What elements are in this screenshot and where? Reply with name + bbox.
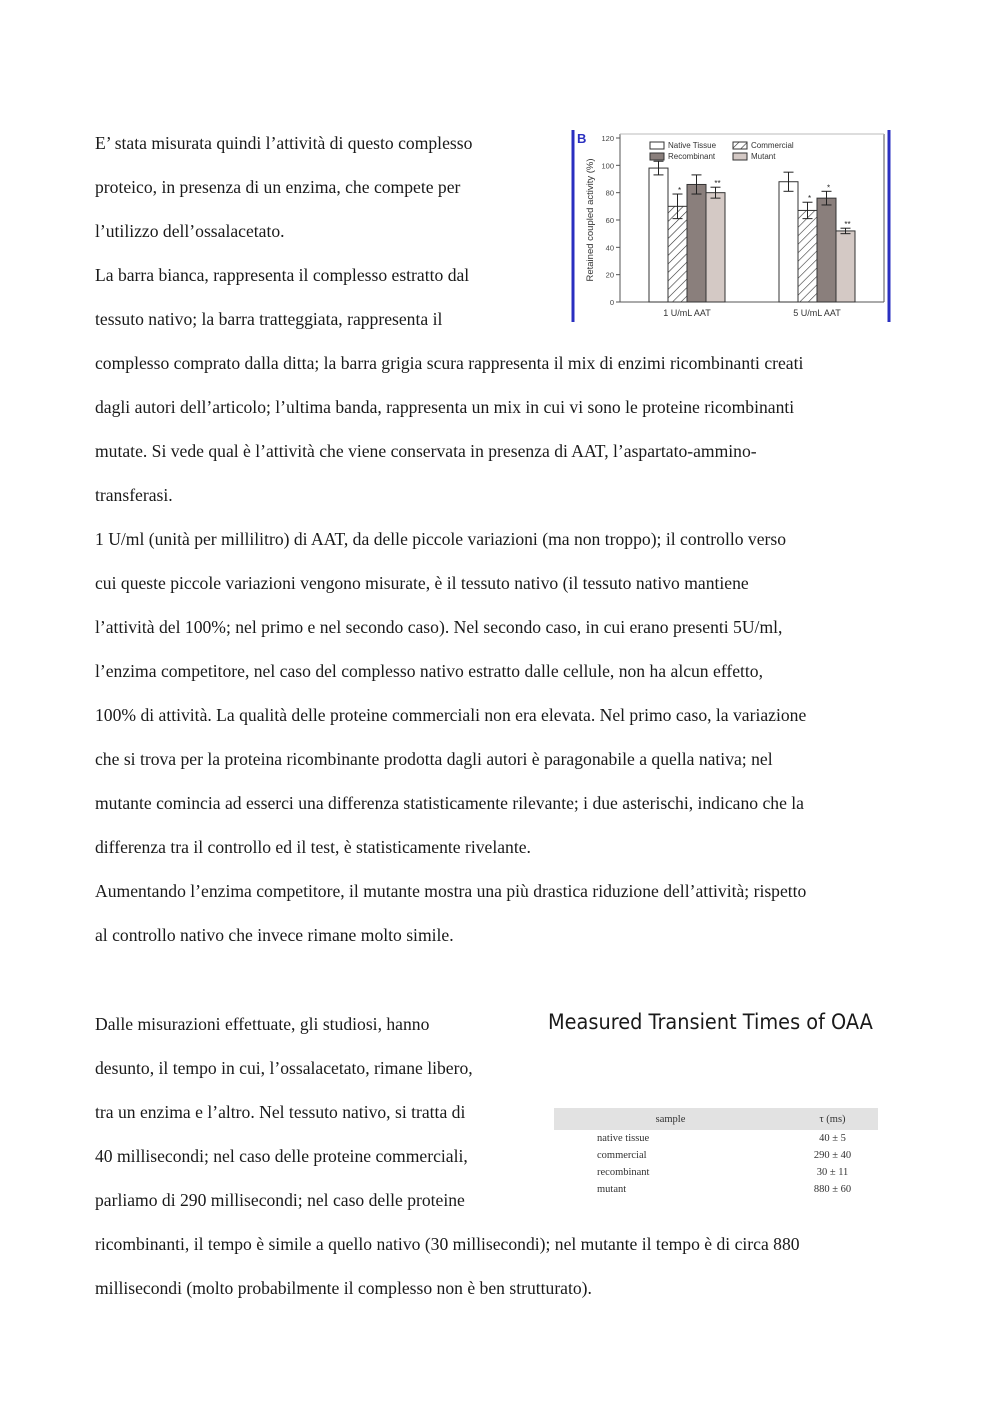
text-line: ricombinanti, il tempo è simile a quello nativo (30 millisecondi); nel mutante il tempo è di circa 880 [95, 1234, 800, 1254]
y-tick-label: 0 [609, 298, 614, 307]
activity-bar-chart [568, 126, 894, 326]
significance-label: ** [714, 179, 721, 189]
y-tick-label: 100 [601, 161, 614, 171]
y-tick-label: 120 [601, 134, 614, 143]
legend-swatch [733, 142, 747, 149]
text-line: 40 millisecondi; nel caso delle proteine commerciali, [95, 1146, 468, 1166]
text-line: 1 U/ml (unità per millilitro) di AAT, da delle piccole variazioni (ma non troppo); il controllo verso [95, 529, 787, 549]
text-line: l’attività del 100%; nel primo e nel secondo caso). Nel secondo caso, in cui erano presenti 5U/ml, [95, 617, 783, 637]
bar [817, 198, 836, 302]
bar [836, 231, 855, 302]
table-cell: 880 ± 60 [813, 1184, 852, 1195]
text-line: dagli autori dell’articolo; l’ultima banda, rappresenta un mix in cui vi sono le proteine ricombinanti [95, 397, 795, 417]
chart-svg [568, 126, 894, 326]
significance-label: * [807, 194, 812, 204]
legend-label: Recombinant [668, 152, 716, 161]
text-line: complesso comprato dalla ditta; la barra grigia scura rappresenta il mix di enzimi ricombinanti creati [95, 353, 804, 373]
panel-label: B [577, 131, 587, 146]
column-header-sample: sample [554, 1108, 787, 1130]
text-line: al controllo nativo che invece rimane molto simile. [95, 925, 454, 945]
text-line: Dalle misurazioni effettuate, gli studiosi, hanno [95, 1014, 430, 1034]
table-cell: 40 ± 5 [819, 1133, 846, 1144]
y-axis-label: Retained coupled activity (%) [585, 158, 596, 282]
bar [798, 210, 817, 302]
bar [649, 168, 668, 302]
x-tick-label: 5 U/mL AAT [793, 308, 841, 318]
table-row [554, 1147, 878, 1164]
text-line: tra un enzima e l’altro. Nel tessuto nativo, si tratta di [95, 1102, 466, 1122]
text-line: l’utilizzo dell’ossalacetato. [95, 221, 285, 241]
text-line: 100% di attività. La qualità delle proteine commerciali non era elevata. Nel primo caso, la variazione [95, 705, 807, 725]
table-cell: commercial [597, 1150, 647, 1161]
legend-label: Mutant [751, 152, 776, 161]
oaa-title: Measured Transient Times of OAA [548, 1010, 873, 1034]
y-tick-label: 80 [605, 188, 614, 198]
text-line: millisecondi (molto probabilmente il complesso non è ben strutturato). [95, 1278, 592, 1298]
oaa-figure [548, 1010, 893, 1210]
table-row [554, 1130, 878, 1147]
text-line: mutate. Si vede qual è l’attività che viene conservata in presenza di AAT, l’aspartato-ammino- [95, 441, 757, 461]
text-line: che si trova per la proteina ricombinante prodotta dagli autori è paragonabile a quella nativa; nel [95, 749, 773, 769]
table-cell: mutant [597, 1184, 627, 1195]
text-line: transferasi. [95, 485, 173, 505]
text-line: La barra bianca, rappresenta il complesso estratto dal [95, 265, 470, 285]
text-line: E’ stata misurata quindi l’attività di questo complesso [95, 133, 473, 153]
table-cell: 290 ± 40 [813, 1150, 852, 1161]
x-tick-label: 1 U/mL AAT [663, 308, 711, 318]
text-line: proteico, in presenza di un enzima, che compete per [95, 177, 461, 197]
table-header-row [554, 1108, 878, 1130]
legend-swatch [650, 153, 664, 160]
legend-swatch [733, 153, 747, 160]
text-line: mutante comincia ad esserci una differenza statisticamente rilevante; i due asterischi, indicano che la [95, 793, 804, 813]
table-row [554, 1164, 878, 1181]
oaa-table [554, 1108, 878, 1198]
text-line: differenza tra il controllo ed il test, è statisticamente rivelante. [95, 837, 531, 857]
text-line: cui queste piccole variazioni vengono misurate, è il tessuto nativo (il tessuto nativo mantiene [95, 573, 749, 593]
legend-label: Native Tissue [668, 141, 717, 150]
text-line: parliamo di 290 millisecondi; nel caso delle proteine [95, 1190, 465, 1210]
y-tick-label: 20 [605, 270, 614, 280]
text-line: l’enzima competitore, nel caso del complesso nativo estratto dalle cellule, non ha alcun effetto, [95, 661, 763, 681]
y-tick-label: 40 [605, 243, 614, 253]
column-header-tau: τ (ms) [787, 1108, 878, 1130]
bar [706, 193, 725, 302]
text-line: desunto, il tempo in cui, l’ossalacetato, rimane libero, [95, 1058, 473, 1078]
table-cell: native tissue [597, 1133, 650, 1144]
significance-label: ** [844, 220, 851, 230]
table-row [554, 1181, 878, 1198]
bar [687, 184, 706, 302]
table-cell: 30 ± 11 [816, 1167, 849, 1178]
legend-label: Commercial [751, 141, 794, 150]
bar [668, 206, 687, 302]
table-cell: recombinant [597, 1167, 650, 1178]
significance-label: * [677, 186, 682, 196]
legend-swatch [650, 142, 664, 149]
text-line: Aumentando l’enzima competitore, il mutante mostra una più drastica riduzione dell’attività; rispetto [95, 881, 807, 901]
bar [779, 182, 798, 302]
text-line: tessuto nativo; la barra tratteggiata, rappresenta il [95, 309, 443, 329]
significance-label: * [826, 183, 831, 193]
y-tick-label: 60 [605, 216, 614, 225]
